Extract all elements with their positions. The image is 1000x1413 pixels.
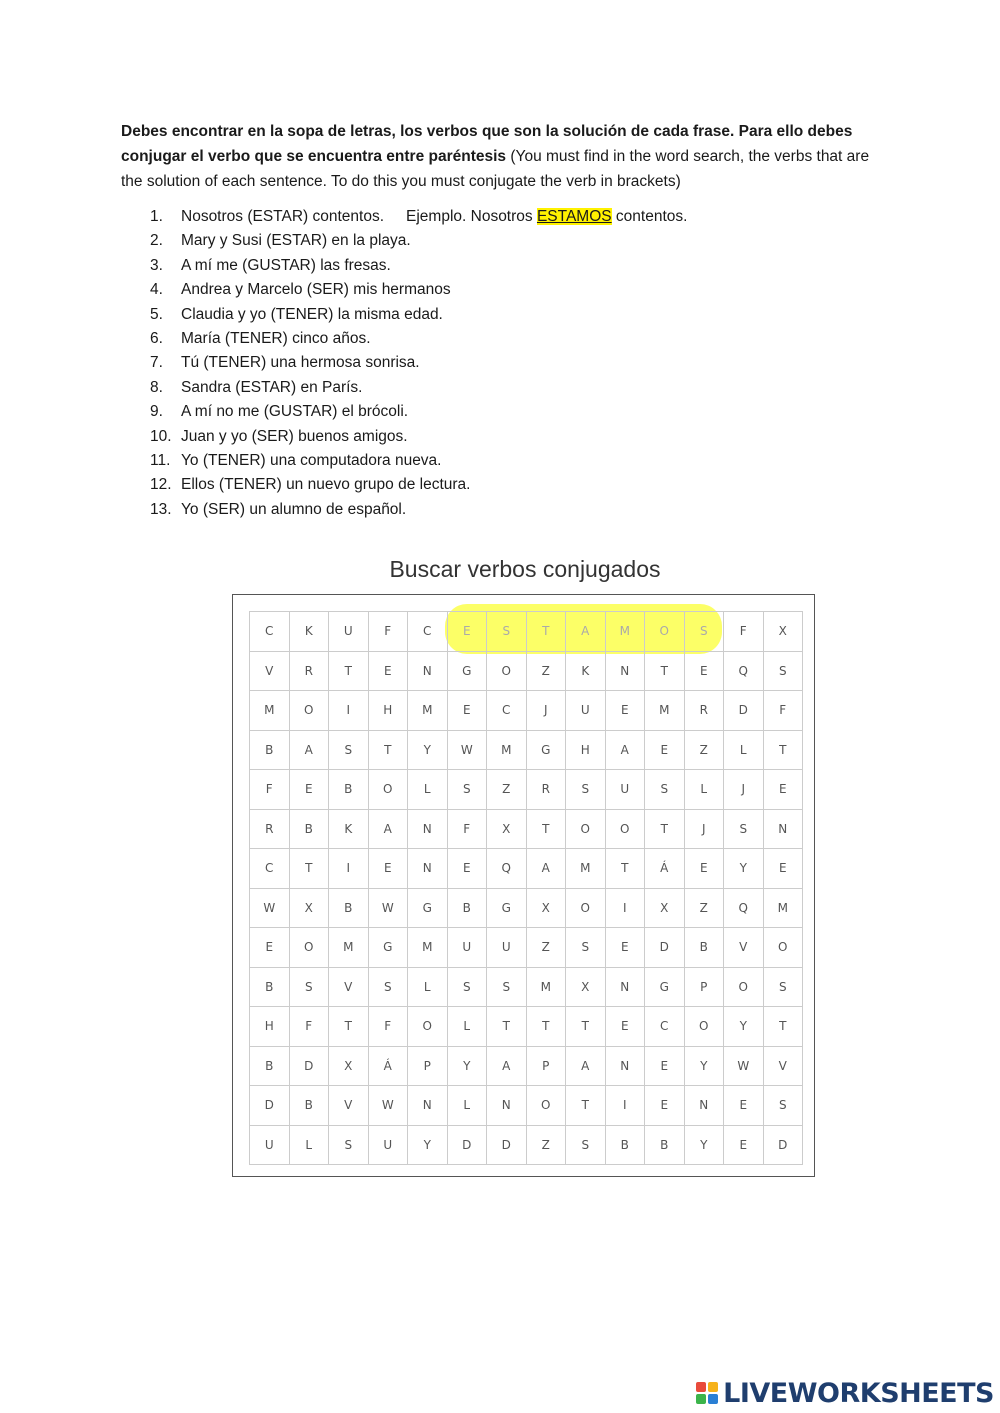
logo-text: LIVEWORKSHEETS [723,1377,994,1409]
grid-cell: O [566,889,606,929]
grid-cell: T [566,1007,606,1047]
grid-cell: H [566,731,606,771]
grid-cell: T [527,612,567,652]
grid-cell: Z [685,889,725,929]
grid-cell: T [566,1086,606,1126]
sentence-text: Ellos (TENER) un nuevo grupo de lectura. [181,476,471,494]
grid-cell: E [764,770,804,810]
grid-cell: B [290,810,330,850]
grid-cell: A [606,731,646,771]
grid-cell: R [250,810,290,850]
word-search-title: Buscar verbos conjugados [389,556,661,582]
grid-cell: B [290,1086,330,1126]
grid-cell: E [290,770,330,810]
grid-cell: S [685,612,725,652]
grid-cell: N [606,968,646,1008]
grid-cell: W [448,731,488,771]
grid-cell: A [369,810,409,850]
grid-cell: L [724,731,764,771]
grid-cell: W [369,889,409,929]
grid-cell: N [408,849,448,889]
sentence-text: Mary y Susi (ESTAR) en la playa. [181,232,411,250]
grid-cell: D [764,1126,804,1166]
grid-cell: D [290,1047,330,1087]
grid-cell: O [606,810,646,850]
grid-cell: O [290,691,330,731]
grid-cell: A [566,612,606,652]
grid-cell: B [606,1126,646,1166]
sentence-text: A mí me (GUSTAR) las fresas. [181,256,391,274]
grid-cell: Y [685,1126,725,1166]
grid-cell: Z [527,928,567,968]
example-answer: ESTAMOS [536,208,612,225]
sentence-item [150,303,850,327]
grid-cell: S [764,652,804,692]
sentence-text: Claudia y yo (TENER) la misma edad. [181,305,443,323]
grid-cell: B [250,968,290,1008]
grid-cell: Z [527,652,567,692]
sentence-text: María (TENER) cinco años. [181,329,371,347]
grid-cell: U [329,612,369,652]
grid-cell: S [329,731,369,771]
sentence-item [150,449,850,473]
grid-cell: E [645,1086,685,1126]
sentence-number: 4. [150,281,163,299]
grid-cell: E [645,1047,685,1087]
grid-cell: Y [408,731,448,771]
grid-cell: T [645,652,685,692]
grid-cell: E [606,1007,646,1047]
sentence-number: 8. [150,378,163,396]
sentence-item [150,425,850,449]
grid-cell: I [606,889,646,929]
grid-cell: S [724,810,764,850]
grid-cell: V [724,928,764,968]
grid-cell: E [645,731,685,771]
grid-cell: B [645,1126,685,1166]
grid-cell: Z [685,731,725,771]
sentence-number: 5. [150,305,163,323]
grid-cell: S [645,770,685,810]
grid-cell: E [685,652,725,692]
grid-cell: F [290,1007,330,1047]
grid-cell: Q [487,849,527,889]
grid-cell: E [724,1126,764,1166]
sentence-number: 13. [150,500,172,518]
grid-cell: E [724,1086,764,1126]
example [406,205,687,229]
grid-cell: F [369,1007,409,1047]
sentence-item [150,498,850,522]
grid-cell: D [645,928,685,968]
logo-square [708,1382,718,1392]
grid-cell: P [685,968,725,1008]
grid-cell: X [764,612,804,652]
logo-mark-icon [696,1382,718,1404]
grid-cell: B [250,731,290,771]
grid-cell: E [685,849,725,889]
grid-cell: T [645,810,685,850]
grid-cell: G [448,652,488,692]
grid-cell: Q [724,652,764,692]
grid-cell: Á [645,849,685,889]
grid-cell: L [408,968,448,1008]
grid-cell: X [487,810,527,850]
grid-cell: D [487,1126,527,1166]
grid-cell: L [448,1086,488,1126]
grid-cell: R [290,652,330,692]
grid-cell: U [606,770,646,810]
grid-cell: X [527,889,567,929]
grid-cell: S [369,968,409,1008]
sentence-number: 1. [150,208,163,225]
grid-cell: O [527,1086,567,1126]
grid-cell: B [329,889,369,929]
grid-cell: N [606,652,646,692]
grid-cell: V [329,1086,369,1126]
grid-cell: E [606,691,646,731]
sentence-number: 3. [150,256,163,274]
grid-cell: T [606,849,646,889]
grid-cell: M [566,849,606,889]
grid-cell: M [645,691,685,731]
grid-cell: S [290,968,330,1008]
grid-cell: A [290,731,330,771]
grid-cell: N [487,1086,527,1126]
grid-cell: V [250,652,290,692]
grid-cell: E [448,612,488,652]
grid-cell: Z [487,770,527,810]
sentence-item [150,327,850,351]
sentence-item [150,400,850,424]
sentence-number: 10. [150,427,172,445]
grid-cell: T [764,1007,804,1047]
grid-cell: R [685,691,725,731]
grid-cell: M [764,889,804,929]
instructions-translation: (You must find in the word search, the verbs that are the solution of each sentence. To do this you must conjugate the verb in brackets) [121,148,870,190]
grid-cell: A [566,1047,606,1087]
grid-cell: C [487,691,527,731]
grid-cell: T [487,1007,527,1047]
grid-cell: F [250,770,290,810]
grid-cell: T [329,1007,369,1047]
sentence-item [150,254,850,278]
liveworksheets-logo [696,1373,994,1413]
grid-cell: N [764,810,804,850]
grid-cell: S [566,1126,606,1166]
grid-cell: S [764,968,804,1008]
grid-cell: E [448,849,488,889]
logo-square [696,1382,706,1392]
grid-cell: G [487,889,527,929]
grid-cell: T [527,1007,567,1047]
sentence-text: A mí no me (GUSTAR) el brócoli. [181,403,409,421]
grid-cell: S [448,968,488,1008]
sentence-text: Juan y yo (SER) buenos amigos. [181,427,408,445]
grid-cell: V [329,968,369,1008]
grid-cell: R [527,770,567,810]
grid-cell: T [329,652,369,692]
grid-cell: M [408,691,448,731]
grid-cell: S [448,770,488,810]
grid-cell: N [408,1086,448,1126]
sentence-number: 6. [150,329,163,347]
grid-cell: S [764,1086,804,1126]
sentence-item [150,351,850,375]
grid-cell: P [408,1047,448,1087]
sentence-item [150,473,850,497]
grid-cell: N [606,1047,646,1087]
example-suffix: contentos. [611,208,688,225]
grid-cell: E [448,691,488,731]
grid-cell: H [250,1007,290,1047]
grid-cell: D [250,1086,290,1126]
grid-cell: T [527,810,567,850]
sentence-text: Nosotros (ESTAR) contentos. [181,208,385,225]
grid-cell: Á [369,1047,409,1087]
grid-cell: S [329,1126,369,1166]
grid-cell: N [408,652,448,692]
sentence-text: Yo (TENER) una computadora nueva. [181,451,442,469]
sentence-text: Andrea y Marcelo (SER) mis hermanos [181,281,451,299]
grid-cell: M [487,731,527,771]
grid-cell: B [250,1047,290,1087]
grid-cell: E [369,849,409,889]
grid-cell: D [448,1126,488,1166]
grid-cell: X [290,889,330,929]
grid-cell: K [290,612,330,652]
grid-cell: S [487,968,527,1008]
grid-cell: M [250,691,290,731]
grid-cell: F [369,612,409,652]
grid-cell: O [724,968,764,1008]
grid-cell: T [764,731,804,771]
grid-cell: U [250,1126,290,1166]
instructions-bold: Debes encontrar en la sopa de letras, los verbos que son la solución de cada frase. Para ello debes conjugar el verbo que se encuentra entre paréntesis [121,123,853,165]
grid-cell: O [487,652,527,692]
grid-cell: M [527,968,567,1008]
grid-cell: I [329,691,369,731]
grid-cell: S [566,928,606,968]
grid-cell: B [448,889,488,929]
grid-cell: N [685,1086,725,1126]
grid-cell: Y [448,1047,488,1087]
sentence-text: Yo (SER) un alumno de español. [181,500,407,518]
grid-cell: U [448,928,488,968]
grid-cell: E [250,928,290,968]
grid-cell: O [290,928,330,968]
grid-cell: M [606,612,646,652]
grid-cell: Y [724,849,764,889]
sentence-item [150,278,850,302]
grid-cell: W [369,1086,409,1126]
grid-cell: G [645,968,685,1008]
example-prefix: Ejemplo. Nosotros [406,208,537,225]
grid-cell: W [250,889,290,929]
grid-cell: E [369,652,409,692]
sentence-item [150,205,850,229]
sentence-number: 12. [150,476,172,494]
instructions [121,119,881,194]
grid-cell: U [369,1126,409,1166]
grid-cell: Z [527,1126,567,1166]
grid-cell: J [527,691,567,731]
grid-cell: X [329,1047,369,1087]
grid-cell: T [369,731,409,771]
grid-cell: I [329,849,369,889]
grid-cell: V [764,1047,804,1087]
grid-cell: A [487,1047,527,1087]
grid-cell: O [764,928,804,968]
grid-cell: S [566,770,606,810]
grid-cell: L [290,1126,330,1166]
grid-cell: Y [724,1007,764,1047]
grid-cell: G [408,889,448,929]
sentence-item [150,376,850,400]
grid-cell: G [369,928,409,968]
grid-cell: I [606,1086,646,1126]
sentence-number: 9. [150,403,163,421]
grid-cell: U [487,928,527,968]
grid-cell: J [685,810,725,850]
sentence-number: 2. [150,232,163,250]
grid-cell: G [527,731,567,771]
sentence-number: 11. [150,451,171,469]
grid-cell: J [724,770,764,810]
grid-cell: Y [685,1047,725,1087]
sentence-number: 7. [150,354,163,372]
grid-cell: O [566,810,606,850]
grid-cell: Q [724,889,764,929]
grid-cell: W [724,1047,764,1087]
grid-cell: M [408,928,448,968]
grid-cell: C [645,1007,685,1047]
sentence-list [150,205,850,522]
grid-cell: T [290,849,330,889]
grid-cell: U [566,691,606,731]
logo-square [708,1394,718,1404]
grid-cell: O [408,1007,448,1047]
grid-cell: D [724,691,764,731]
grid-cell: B [685,928,725,968]
grid-cell: O [645,612,685,652]
grid-cell: C [250,612,290,652]
grid-cell: K [566,652,606,692]
grid-cell: O [685,1007,725,1047]
grid-cell: M [329,928,369,968]
grid-cell: F [448,810,488,850]
grid-cell: O [369,770,409,810]
grid-cell: E [764,849,804,889]
grid-cell: C [408,612,448,652]
sentence-item [150,229,850,253]
grid-cell: S [487,612,527,652]
grid-cell: B [329,770,369,810]
grid-cell: Y [408,1126,448,1166]
sentence-text: Sandra (ESTAR) en París. [181,378,363,396]
grid-cell: K [329,810,369,850]
grid-cell: X [645,889,685,929]
grid-cell: F [764,691,804,731]
grid-cell: L [685,770,725,810]
word-search-grid [249,611,803,1165]
grid-cell: C [250,849,290,889]
grid-cell: E [606,928,646,968]
grid-cell: F [724,612,764,652]
grid-cell: P [527,1047,567,1087]
grid-cell: L [408,770,448,810]
grid-cell: A [527,849,567,889]
grid-cell: X [566,968,606,1008]
grid-cell: H [369,691,409,731]
grid-cell: N [408,810,448,850]
sentence-text: Tú (TENER) una hermosa sonrisa. [181,354,420,372]
logo-square [696,1394,706,1404]
grid-cell: L [448,1007,488,1047]
